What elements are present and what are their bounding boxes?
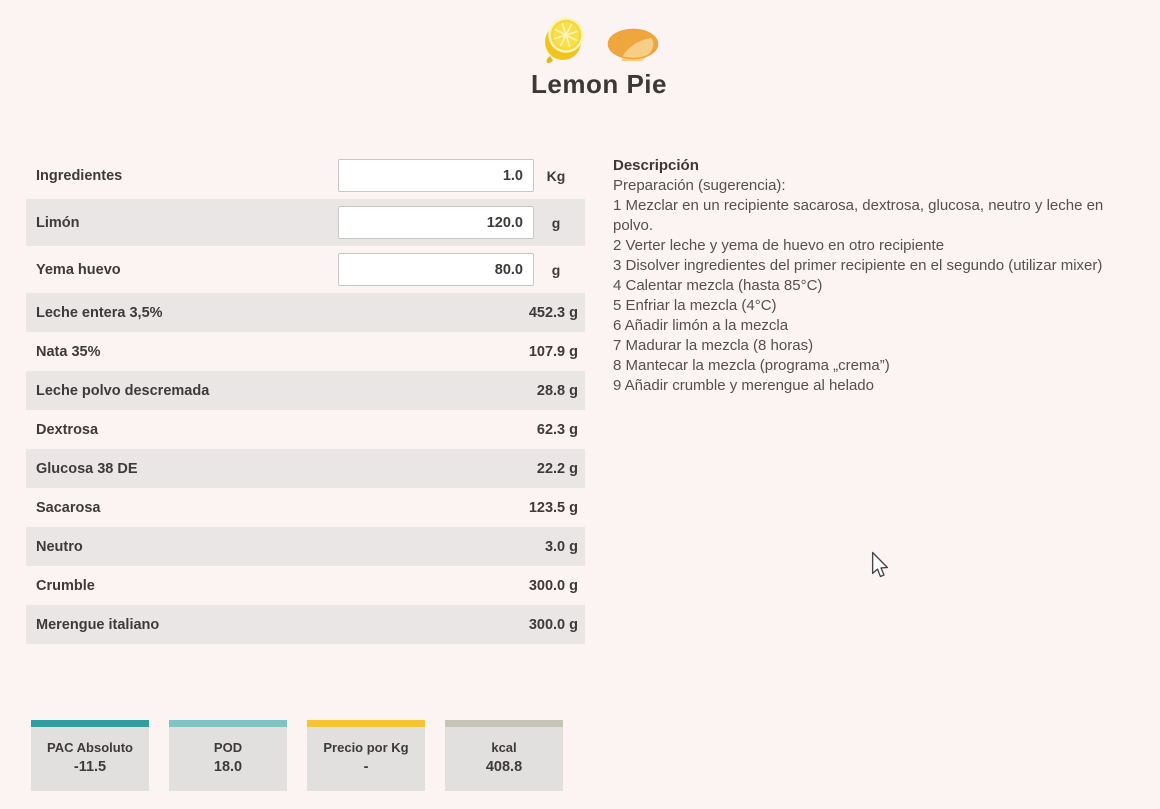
page-title: Lemon Pie	[531, 69, 667, 99]
ingredient-row	[26, 605, 585, 644]
ingredient-label: Leche entera 3,5%	[36, 304, 163, 321]
ingredient-amount-input[interactable]	[338, 159, 534, 192]
header-icons	[538, 13, 660, 65]
ingredient-amount: 123.5 g	[528, 499, 578, 516]
stat-label: PAC Absoluto	[47, 740, 133, 755]
ingredient-row	[26, 246, 585, 293]
ingredient-label: Sacarosa	[36, 499, 101, 516]
description-line: 7 Madurar la mezcla (8 horas)	[613, 337, 814, 354]
description-line: 1 Mezclar en un recipiente sacarosa, dextrosa, glucosa, neutro y leche en polvo.	[613, 197, 1104, 234]
ingredient-label: Neutro	[36, 538, 83, 555]
mango-icon	[606, 27, 660, 61]
ingredient-row	[26, 332, 585, 371]
ingredient-amount: 22.2 g	[536, 460, 578, 477]
description-line: 4 Calentar mezcla (hasta 85°C)	[613, 277, 823, 294]
main-content	[0, 152, 1160, 644]
stat-label: kcal	[491, 740, 517, 755]
ingredient-label: Leche polvo descremada	[36, 382, 210, 399]
ingredient-row	[26, 488, 585, 527]
ingredient-amount: 300.0 g	[528, 577, 578, 594]
description-title: Descripción	[613, 157, 699, 174]
description-line: Preparación (sugerencia):	[613, 177, 786, 194]
ingredient-amount-input[interactable]	[338, 206, 534, 239]
ingredient-amount: 3.0 g	[544, 538, 578, 555]
ingredient-amount-input[interactable]	[338, 253, 534, 286]
mouse-cursor	[871, 551, 889, 579]
stat-label: Precio por Kg	[323, 740, 409, 755]
description-line: 8 Mantecar la mezcla (programa „crema”)	[613, 357, 890, 374]
ingredient-row	[26, 566, 585, 605]
header	[19, 0, 1160, 100]
stat-label: POD	[213, 740, 243, 755]
stat-value: 408.8	[485, 759, 523, 775]
ingredient-amount: 62.3 g	[536, 421, 578, 438]
description-lines	[613, 176, 1138, 396]
ingredient-unit: g	[551, 261, 561, 278]
stat-card-color-bar	[445, 720, 563, 727]
ingredient-label: Dextrosa	[36, 421, 99, 438]
ingredients-list	[26, 152, 585, 644]
stat-card-body	[31, 727, 149, 791]
stat-card	[31, 720, 149, 791]
stat-card-color-bar	[31, 720, 149, 727]
ingredient-label: Crumble	[36, 577, 95, 594]
stat-card-body	[169, 727, 287, 791]
stat-card	[169, 720, 287, 791]
ingredient-row	[26, 371, 585, 410]
stat-card-color-bar	[169, 720, 287, 727]
ingredient-amount: 107.9 g	[528, 343, 578, 360]
description-line: 2 Verter leche y yema de huevo en otro recipiente	[613, 237, 945, 254]
stat-card-body	[445, 727, 563, 791]
description-line: 5 Enfriar la mezcla (4°C)	[613, 297, 777, 314]
ingredient-row	[26, 152, 585, 199]
stat-value: -11.5	[73, 759, 107, 775]
ingredient-label: Yema huevo	[36, 261, 121, 278]
stat-card-color-bar	[307, 720, 425, 727]
stat-card	[307, 720, 425, 791]
ingredient-amount: 300.0 g	[528, 616, 578, 633]
ingredient-label: Limón	[36, 214, 80, 231]
ingredient-amount: 452.3 g	[528, 304, 578, 321]
ingredient-unit: Kg	[546, 167, 566, 184]
stats-row	[31, 720, 1160, 791]
ingredient-unit: g	[551, 214, 561, 231]
ingredient-row	[26, 449, 585, 488]
stat-card	[445, 720, 563, 791]
ingredient-label: Glucosa 38 DE	[36, 460, 138, 477]
ingredient-row	[26, 199, 585, 246]
description-line: 3 Disolver ingredientes del primer recipiente en el segundo (utilizar mixer)	[613, 257, 1103, 274]
lemon-icon	[538, 13, 590, 65]
stat-value: 18.0	[213, 759, 243, 775]
ingredient-label: Ingredientes	[36, 167, 123, 184]
ingredient-label: Nata 35%	[36, 343, 101, 360]
ingredient-amount: 28.8 g	[536, 382, 578, 399]
ingredient-row	[26, 527, 585, 566]
ingredient-label: Merengue italiano	[36, 616, 160, 633]
ingredient-row	[26, 293, 585, 332]
description-line: 9 Añadir crumble y merengue al helado	[613, 377, 874, 394]
stat-card-body	[307, 727, 425, 791]
ingredient-row	[26, 410, 585, 449]
description-line: 6 Añadir limón a la mezcla	[613, 317, 789, 334]
stat-value: -	[363, 759, 369, 775]
